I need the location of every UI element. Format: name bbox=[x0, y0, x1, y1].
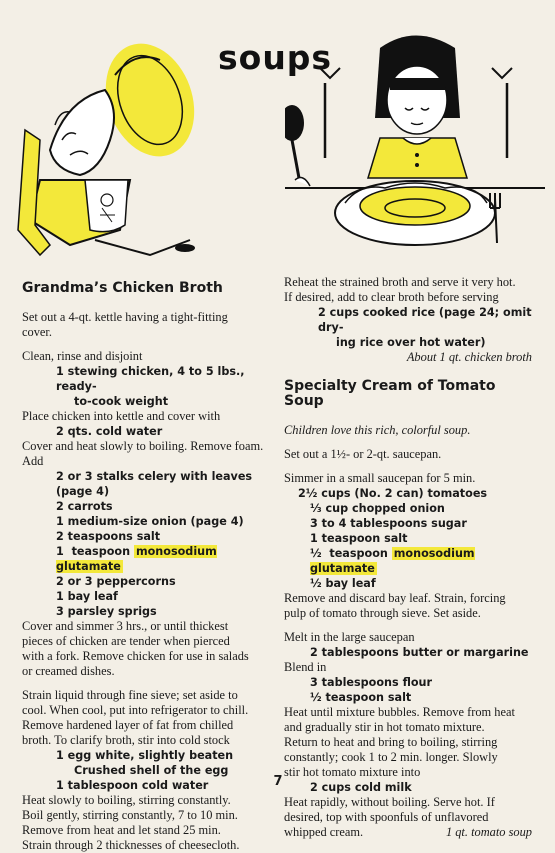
text-line: Boil gently, stirring constantly, 7 to 10 min. bbox=[22, 808, 238, 822]
text-line: pieces of chicken are tender when pierced bbox=[22, 634, 230, 648]
ingredient-line: ½ bay leaf bbox=[310, 577, 376, 590]
text-line bbox=[284, 825, 532, 840]
ingredient-line: 1 stewing chicken, 4 to 5 lbs., ready- bbox=[56, 365, 245, 393]
text-line: Remove hardened layer of fat from chilled bbox=[22, 718, 234, 732]
text-line: Heat slowly to boiling, stirring constantly. bbox=[22, 793, 231, 807]
text-line: cool. When cool, put into refrigerator to chill. bbox=[22, 703, 249, 717]
text-line: cover. bbox=[22, 325, 52, 339]
text-line-start: whipped cream. bbox=[284, 825, 364, 839]
ingredient-line: 3 to 4 tablespoons sugar bbox=[310, 517, 467, 530]
text-line: If desired, add to clear broth before serving bbox=[284, 290, 499, 304]
ingredient-line: Crushed shell of the egg bbox=[74, 764, 229, 777]
text-line: broth. To clarify broth, stir into cold stock bbox=[22, 733, 230, 747]
recipe-title-tomato-soup: Specialty Cream of Tomato Soup bbox=[284, 378, 496, 409]
text-line: pulp of tomato through sieve. Set aside. bbox=[284, 606, 481, 620]
ingredient-line: 2 or 3 peppercorns bbox=[56, 575, 176, 588]
text-line: Strain through 2 thicknesses of cheesecloth. bbox=[22, 838, 240, 852]
text-line: Reheat the strained broth and serve it very hot. bbox=[284, 275, 516, 289]
text-line: Blend in bbox=[284, 660, 327, 674]
text-line: Set out a 1½- or 2-qt. saucepan. bbox=[284, 447, 442, 461]
text-line: desired, top with spoonfuls of unflavored bbox=[284, 810, 489, 824]
ingredient-line: 2 or 3 stalks celery with leaves (page 4) bbox=[56, 470, 253, 498]
page-title: soups bbox=[218, 38, 333, 77]
yield-line: 1 qt. tomato soup bbox=[445, 825, 532, 839]
highlighted-text: monosodium glutamate bbox=[310, 547, 475, 575]
ingredient-line bbox=[284, 546, 532, 576]
ingredient-line: 1 teaspoon salt bbox=[310, 532, 408, 545]
ingredient-line: 1 bay leaf bbox=[56, 590, 118, 603]
text-line: Melt in the large saucepan bbox=[284, 630, 415, 644]
ingredient-line: 2 cups cold milk bbox=[310, 781, 412, 794]
ingredient-line: 2 qts. cold water bbox=[56, 425, 163, 438]
text-line: and gradually stir in hot tomato mixture. bbox=[284, 720, 485, 734]
text-line: Heat until mixture bubbles. Remove from heat bbox=[284, 705, 515, 719]
ingredient-line: 1 tablespoon cold water bbox=[56, 779, 209, 792]
child-drinking-from-bowl-illustration bbox=[10, 30, 225, 265]
ingredient-line: 3 tablespoons flour bbox=[310, 676, 433, 689]
girl-with-soup-bowl-illustration bbox=[285, 28, 545, 273]
soup-in-bowl bbox=[360, 187, 470, 225]
text-line: Cover and simmer 3 hrs., or until thickest bbox=[22, 619, 229, 633]
page-number: 7 bbox=[273, 774, 283, 789]
ingredient-line: 1 medium-size onion (page 4) bbox=[56, 515, 244, 528]
ingredient-line bbox=[22, 544, 272, 574]
ingredient-line: to-cook weight bbox=[74, 395, 169, 408]
text-line: stir hot tomato mixture into bbox=[284, 765, 421, 779]
text-line: Clean, rinse and disjoint bbox=[22, 349, 143, 363]
text-line: Strain liquid through fine sieve; set aside to bbox=[22, 688, 238, 702]
text-line: with a fork. Remove chicken for use in salads bbox=[22, 649, 249, 663]
right-column bbox=[284, 275, 532, 840]
text-line: Place chicken into kettle and cover with bbox=[22, 409, 221, 423]
ingredient-line: 2 carrots bbox=[56, 500, 113, 513]
text-line: Remove and discard bay leaf. Strain, forcing bbox=[284, 591, 506, 605]
ingredient-line: ing rice over hot water) bbox=[336, 336, 486, 349]
recipe-intro: Children love this rich, colorful soup. bbox=[284, 423, 471, 437]
text-line: Remove from heat and let stand 25 min. bbox=[22, 823, 221, 837]
yield-line: About 1 qt. chicken broth bbox=[406, 350, 532, 364]
ingredient-line: 2 cups cooked rice (page 24; omit dry- bbox=[318, 306, 532, 334]
ingredient-line: 2½ cups (No. 2 can) tomatoes bbox=[298, 487, 488, 500]
text-line: Heat rapidly, without boiling. Serve hot. If bbox=[284, 795, 495, 809]
text-line: Set out a 4-qt. kettle having a tight-fitting bbox=[22, 310, 228, 324]
ingredient-line: ½ teaspoon salt bbox=[310, 691, 412, 704]
ingredient-text: ½ teaspoon bbox=[310, 547, 392, 560]
ingredient-line: 1 egg white, slightly beaten bbox=[56, 749, 234, 762]
text-line: Simmer in a small saucepan for 5 min. bbox=[284, 471, 476, 485]
text-line: Add bbox=[22, 454, 44, 468]
text-line: or creamed dishes. bbox=[22, 664, 115, 678]
ingredient-line: 2 tablespoons butter or margarine bbox=[310, 646, 529, 659]
ingredient-line: 2 teaspoons salt bbox=[56, 530, 161, 543]
text-line: Cover and heat slowly to boiling. Remove foam. bbox=[22, 439, 264, 453]
ingredient-text: 1 teaspoon bbox=[56, 545, 134, 558]
text-line: Return to heat and bring to boiling, stirring bbox=[284, 735, 498, 749]
text-line: constantly; cook 1 to 2 min. longer. Slowly bbox=[284, 750, 498, 764]
left-column bbox=[22, 275, 272, 853]
highlighted-text: monosodium glutamate bbox=[56, 545, 217, 573]
ingredient-line: ⅓ cup chopped onion bbox=[310, 502, 445, 515]
ingredient-line: 3 parsley sprigs bbox=[56, 605, 157, 618]
recipe-title-chicken-broth: Grandma’s Chicken Broth bbox=[22, 280, 223, 296]
